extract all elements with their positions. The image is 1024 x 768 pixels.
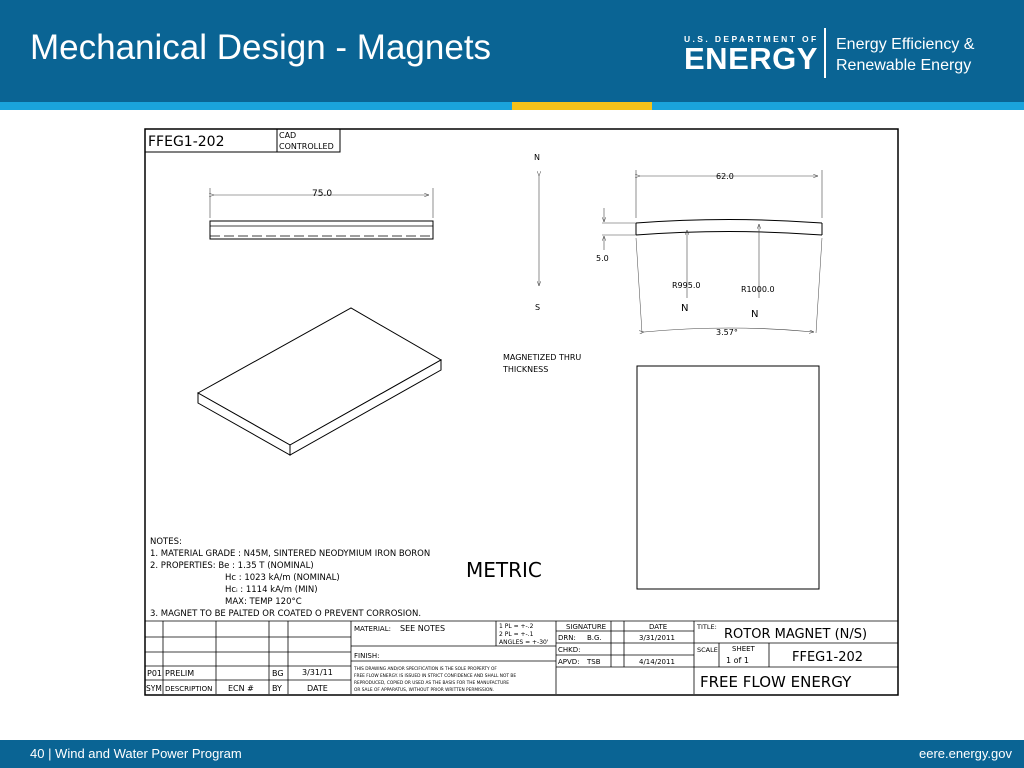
drn-label: DRN: bbox=[558, 634, 576, 642]
rev-by: BG bbox=[272, 669, 284, 678]
header-stripe-blue-right bbox=[652, 102, 1024, 110]
finish-label: FINISH: bbox=[354, 652, 380, 660]
notes-title: NOTES: bbox=[150, 537, 182, 547]
sheet-label: SHEET bbox=[732, 645, 755, 653]
rev-header-ecn: ECN # bbox=[228, 684, 254, 693]
rev-header-by: BY bbox=[272, 684, 282, 693]
metric-label: METRIC bbox=[466, 558, 542, 582]
date-header: DATE bbox=[649, 623, 668, 631]
eere-line-2: Renewable Energy bbox=[836, 57, 972, 74]
logo-divider bbox=[824, 28, 826, 78]
dim-thickness: 5.0 bbox=[596, 254, 609, 263]
svg-text:N: N bbox=[681, 303, 689, 314]
signature-header: SIGNATURE bbox=[566, 623, 607, 631]
magnetized-note-1: MAGNETIZED THRU bbox=[503, 353, 582, 362]
drawing-title: ROTOR MAGNET (N/S) bbox=[724, 627, 868, 642]
dim-angle: 3.57° bbox=[716, 328, 738, 337]
rev-header-date: DATE bbox=[307, 684, 328, 693]
title-label: TITLE: bbox=[697, 623, 717, 631]
pole-north-label: N bbox=[534, 153, 540, 162]
apvd-date: 4/14/2011 bbox=[639, 658, 675, 666]
footer-url: eere.energy.gov bbox=[919, 746, 1012, 761]
chkd-label: CHKD: bbox=[558, 646, 581, 654]
note-2b: Hc : 1023 kA/m (NOMINAL) bbox=[225, 573, 340, 583]
dim-outer-radius: R1000.0 bbox=[741, 285, 775, 294]
proprietary-line-3: REPRODUCED, COPIED OR USED AS THE BASIS FOR THE MANUFACTURE bbox=[354, 681, 509, 686]
header-stripe-blue bbox=[0, 102, 512, 110]
note-2d: MAX: TEMP 120°C bbox=[225, 597, 302, 607]
dim-chord: 62.0 bbox=[716, 172, 734, 181]
dim-inner-radius: R995.0 bbox=[672, 281, 701, 290]
material-label: MATERIAL: bbox=[354, 625, 391, 633]
svg-text:N: N bbox=[751, 309, 759, 320]
tolerance-2: 2 PL = +-.1 bbox=[499, 631, 534, 638]
doe-logo-wordmark: ENERGY bbox=[684, 41, 818, 76]
note-1: 1. MATERIAL GRADE : N45M, SINTERED NEODYMIUM IRON BORON bbox=[150, 549, 431, 559]
proprietary-line-1: THIS DRAWING AND/OR SPECIFICATION IS THE SOLE PROPERTY OF bbox=[354, 667, 497, 672]
slide-footer bbox=[0, 740, 1024, 768]
apvd-label: APVD: bbox=[558, 658, 580, 666]
doe-logo bbox=[684, 34, 819, 74]
proprietary-line-4: OR SALE OF APPARATUS, WITHOUT PRIOR WRITTEN PERMISSION. bbox=[354, 688, 494, 693]
rev-date: 3/31/11 bbox=[302, 668, 333, 677]
note-2: 2. PROPERTIES: Be : 1.35 T (NOMINAL) bbox=[150, 561, 314, 571]
eere-line-1: Energy Efficiency & bbox=[836, 36, 975, 53]
header-stripe-yellow bbox=[512, 102, 652, 110]
cad-label-2: CONTROLLED bbox=[279, 142, 334, 151]
eere-logo-text bbox=[836, 34, 974, 76]
rev-desc: PRELIM bbox=[165, 669, 195, 678]
doe-logo-small-text: U.S. DEPARTMENT OF bbox=[684, 34, 819, 44]
scale-label: SCALE bbox=[697, 646, 718, 654]
rev-sym: P01 bbox=[147, 669, 163, 678]
drn-date: 3/31/2011 bbox=[639, 634, 675, 642]
apvd-signature: TSB bbox=[587, 658, 601, 666]
dim-length: 75.0 bbox=[312, 189, 333, 199]
engineering-drawing bbox=[144, 128, 900, 698]
note-3: 3. MAGNET TO BE PALTED OR COATED O PREVENT CORROSION. bbox=[150, 609, 422, 619]
tolerance-1: 1 PL = +-.2 bbox=[499, 623, 534, 630]
pole-south-label: S bbox=[535, 303, 541, 312]
sheet-value: 1 of 1 bbox=[726, 656, 749, 665]
tolerance-3: ANGLES = +-30' bbox=[499, 639, 549, 646]
part-number-label: FFEG1-202 bbox=[148, 134, 225, 150]
drawing-number: FFEG1-202 bbox=[792, 650, 864, 665]
material-value: SEE NOTES bbox=[400, 624, 446, 633]
slide-header bbox=[0, 0, 1024, 102]
rev-header-sym: SYM bbox=[146, 684, 162, 693]
slide-title: Mechanical Design - Magnets bbox=[30, 28, 492, 67]
drn-signature: B.G. bbox=[587, 634, 602, 642]
magnetized-note-2: THICKNESS bbox=[503, 365, 549, 374]
company-name: FREE FLOW ENERGY bbox=[700, 673, 852, 691]
proprietary-line-2: FREE FLOW ENERGY. IS ISSUED IN STRICT CONFIDENCE AND SHALL NOT BE bbox=[354, 674, 517, 679]
cad-label-1: CAD bbox=[279, 131, 297, 140]
footer-program: 40 | Wind and Water Power Program bbox=[30, 746, 242, 761]
rev-header-desc: DESCRIPTION bbox=[165, 685, 213, 693]
note-2c: Hcᵢ : 1114 kA/m (MIN) bbox=[225, 585, 318, 595]
